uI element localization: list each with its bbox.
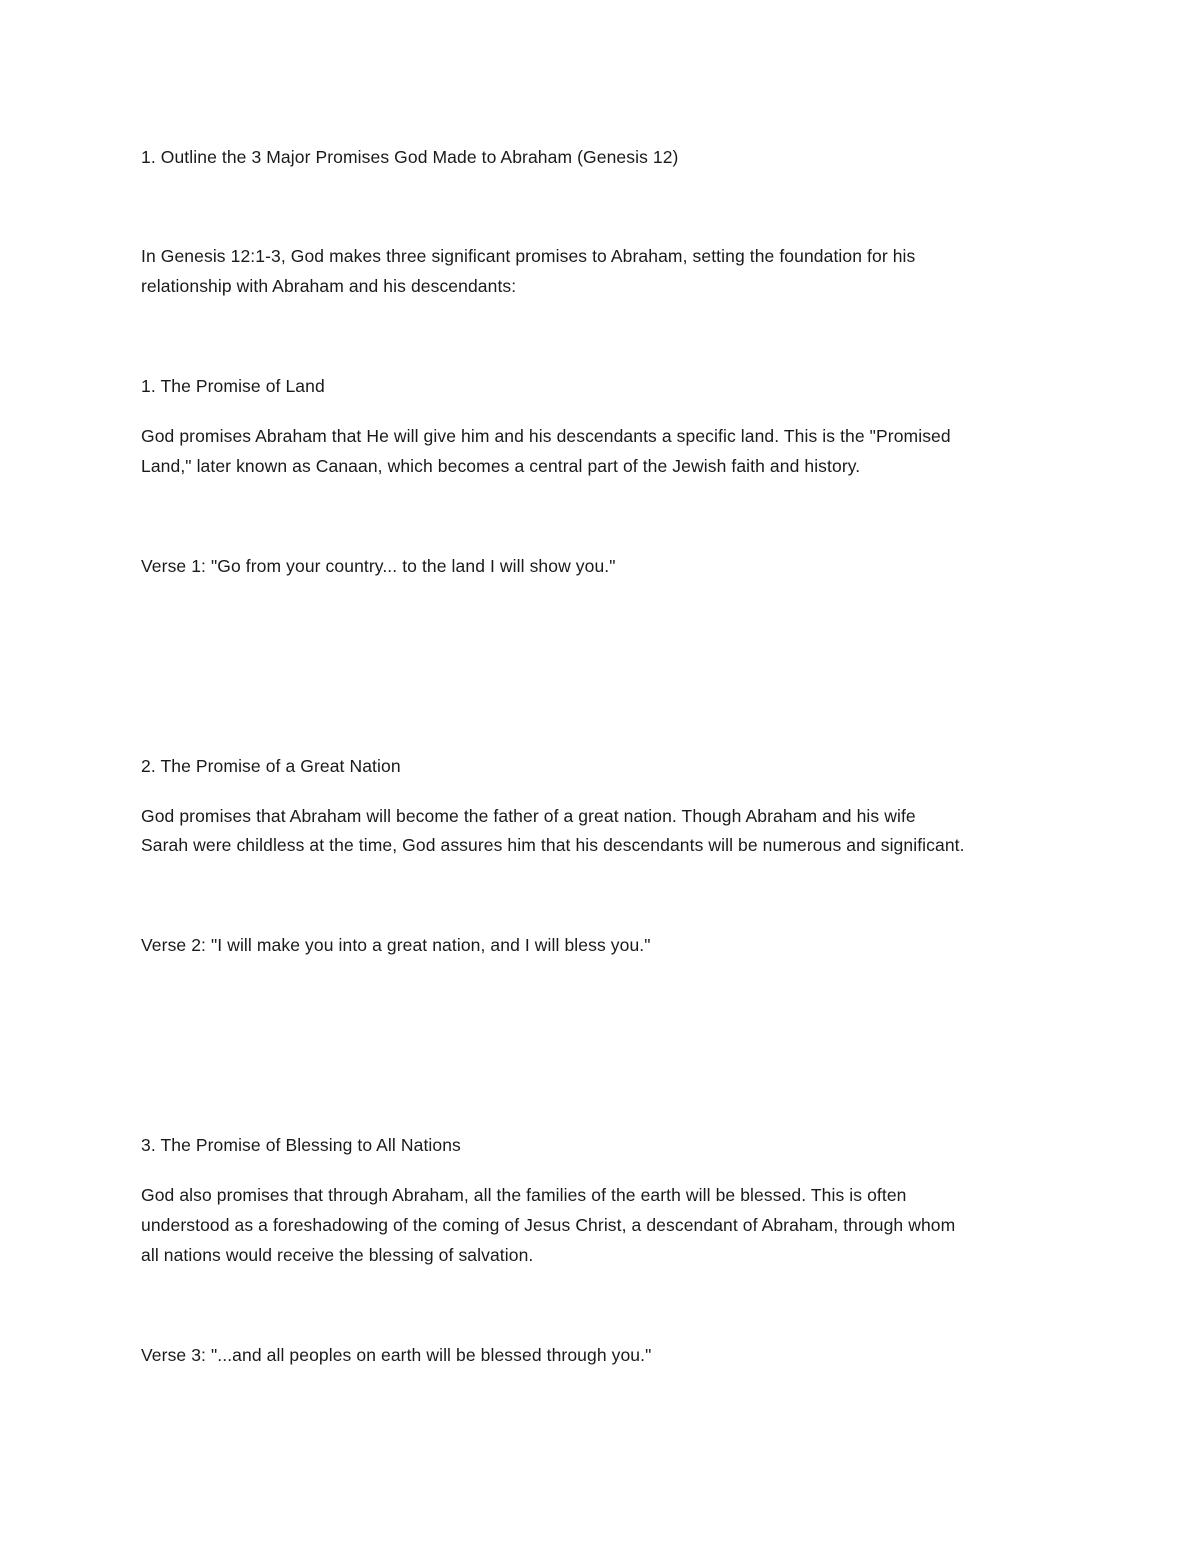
promise-1-body-line: Land," later known as Canaan, which becomes a central part of the Jewish faith and history. bbox=[141, 456, 861, 476]
promise-1-title: 1. The Promise of Land bbox=[141, 376, 325, 396]
promise-1-verse: Verse 1: "Go from your country... to the land I will show you." bbox=[141, 556, 616, 576]
promise-1-body-line: God promises Abraham that He will give him and his descendants a specific land. This is the "Promised bbox=[141, 426, 951, 446]
promise-3-verse: Verse 3: "...and all peoples on earth will be blessed through you." bbox=[141, 1345, 652, 1365]
promise-3-body-line: God also promises that through Abraham, all the families of the earth will be blessed. This is often bbox=[141, 1185, 907, 1205]
intro-paragraph-line: relationship with Abraham and his descendants: bbox=[141, 276, 517, 296]
promise-2-body-line: Sarah were childless at the time, God assures him that his descendants will be numerous and significant. bbox=[141, 835, 965, 855]
promise-3-body-line: all nations would receive the blessing of salvation. bbox=[141, 1245, 534, 1265]
promise-3-title: 3. The Promise of Blessing to All Nations bbox=[141, 1135, 461, 1155]
promise-2-verse: Verse 2: "I will make you into a great nation, and I will bless you." bbox=[141, 935, 651, 955]
promise-2-body-line: God promises that Abraham will become the father of a great nation. Though Abraham and his wife bbox=[141, 806, 916, 826]
promise-2-title: 2. The Promise of a Great Nation bbox=[141, 756, 401, 776]
promise-3-body-line: understood as a foreshadowing of the coming of Jesus Christ, a descendant of Abraham, through whom bbox=[141, 1215, 956, 1235]
intro-paragraph-line: In Genesis 12:1-3, God makes three significant promises to Abraham, setting the foundation for his bbox=[141, 246, 916, 266]
document-heading: 1. Outline the 3 Major Promises God Made to Abraham (Genesis 12) bbox=[141, 147, 679, 167]
